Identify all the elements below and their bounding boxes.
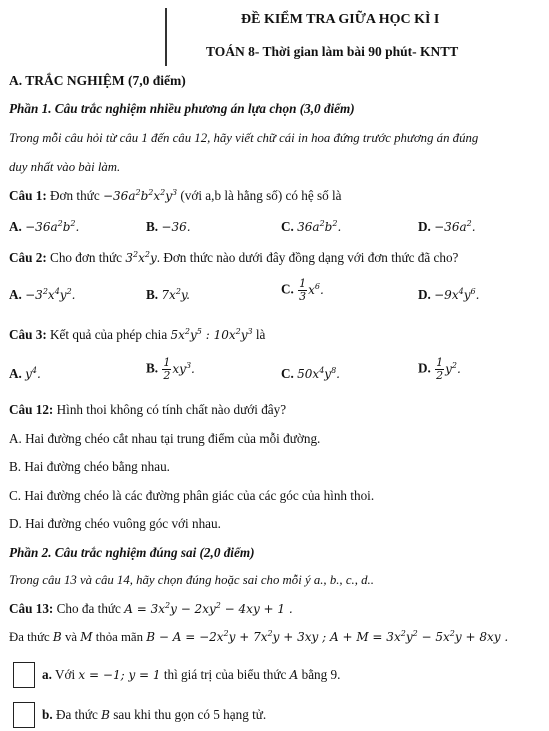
question-13-polynomial-a: $A = 3x^2y - 2xy^2 - 4xy + 1$ .: [124, 601, 293, 616]
q12-option-c[interactable]: C. Hai đường chéo là các đường phân giác của các góc của hình thoi.: [9, 488, 375, 503]
question-2-text-before: Cho đơn thức: [50, 250, 123, 265]
q1-option-c[interactable]: C. $36a^2b^2$.: [281, 219, 342, 234]
section-a-heading: A. TRẮC NGHIỆM (7,0 điểm): [9, 73, 186, 88]
q13-item-a: a. Với x = −1; y = 1 thì giá trị của biểu thức A bằng 9.: [42, 667, 341, 682]
question-12-text: Hình thoi không có tính chất nào dưới đây?: [56, 402, 287, 417]
q12-option-b[interactable]: B. Hai đường chéo bằng nhau.: [9, 459, 170, 474]
exam-subtitle: TOÁN 8- Thời gian làm bài 90 phút- KNTT: [206, 44, 459, 59]
question-3-text-after: là: [255, 327, 266, 342]
question-13: [9, 601, 293, 617]
exam-title: ĐỀ KIỂM TRA GIỮA HỌC KÌ I: [241, 12, 440, 27]
question-2-label: Câu 2:: [9, 250, 47, 265]
part1-title: Phần 1. Câu trắc nghiệm nhiều phương án lựa chọn (3,0 điểm): [9, 101, 355, 116]
question-3-label: Câu 3:: [9, 327, 47, 342]
q3-option-d[interactable]: D. $\frac{1}{2}$ $y^2$.: [418, 356, 461, 382]
question-1-monomial: $-36a^2b^2x^2y^3$: [102, 188, 178, 203]
question-2-monomial: $3^2x^2y$: [125, 250, 157, 265]
question-2: [9, 250, 458, 266]
part1-instruction-line2: duy nhất vào bài làm.: [9, 160, 121, 174]
question-3: [9, 327, 265, 343]
q13-item-b-checkbox[interactable]: [13, 702, 35, 728]
q2-option-b[interactable]: B. $7x^2y$.: [146, 287, 190, 302]
q13-item-b: b. Đa thức B sau khi thu gọn có 5 hạng tử.: [42, 707, 267, 722]
q13-item-a-checkbox[interactable]: [13, 662, 35, 688]
question-1-text-after: (với a,b là hằng số) có hệ số là: [180, 188, 342, 203]
question-3-division: $5x^2y^5$ : $10x^2y^3$: [170, 327, 253, 342]
q1-option-d[interactable]: D. $-36a^2$.: [418, 219, 476, 234]
question-1-label: Câu 1:: [9, 188, 47, 203]
q2-option-a[interactable]: A. $-3^2x^4y^2$.: [9, 287, 76, 302]
q1-option-a[interactable]: A. $-36a^2b^2$.: [9, 219, 80, 234]
question-12: [9, 402, 286, 418]
q1-option-b[interactable]: B. −36.: [146, 219, 191, 234]
q3-option-b[interactable]: B. $\frac{1}{2}$ $xy^3$.: [146, 356, 195, 382]
q12-option-a[interactable]: A. Hai đường chéo cắt nhau tại trung điểm của mỗi đường.: [9, 431, 321, 446]
question-1: [9, 188, 342, 204]
part1-instruction-line1: Trong mỗi câu hỏi từ câu 1 đến câu 12, hãy viết chữ cái in hoa đứng trước phương án đúng: [9, 131, 479, 145]
part2-title: Phần 2. Câu trắc nghiệm đúng sai (2,0 điểm): [9, 545, 255, 560]
header-divider: [165, 8, 167, 66]
q12-option-d[interactable]: D. Hai đường chéo vuông góc với nhau.: [9, 516, 221, 531]
q2-option-d[interactable]: D. $-9x^4y^6$.: [418, 287, 480, 302]
part2-instruction: Trong câu 13 và câu 14, hãy chọn đúng hoặc sai cho mỗi ý a., b., c., d..: [9, 573, 374, 587]
question-3-text-before: Kết quả của phép chia: [50, 327, 168, 342]
question-13-conditions: Đa thức B và M thỏa mãn $B - A = -2x^2y + 7x^2y + 3xy$ ; $A + M = 3x^2y^2 - 5x^2y + 8xy$ .: [9, 629, 509, 644]
question-1-text-before: Đơn thức: [50, 188, 100, 203]
q2-option-c[interactable]: C. $\frac{1}{3}$ $x^6$.: [281, 277, 324, 303]
question-13-label: Câu 13:: [9, 601, 54, 616]
question-12-label: Câu 12:: [9, 402, 54, 417]
question-2-text-after: . Đơn thức nào dưới đây đồng dạng với đơn thức đã cho?: [156, 250, 459, 265]
question-13-text-before: Cho đa thức: [56, 601, 121, 616]
q3-option-c[interactable]: C. $50x^4y^8$.: [281, 366, 340, 381]
q3-option-a[interactable]: A. $y^4$.: [9, 366, 41, 381]
